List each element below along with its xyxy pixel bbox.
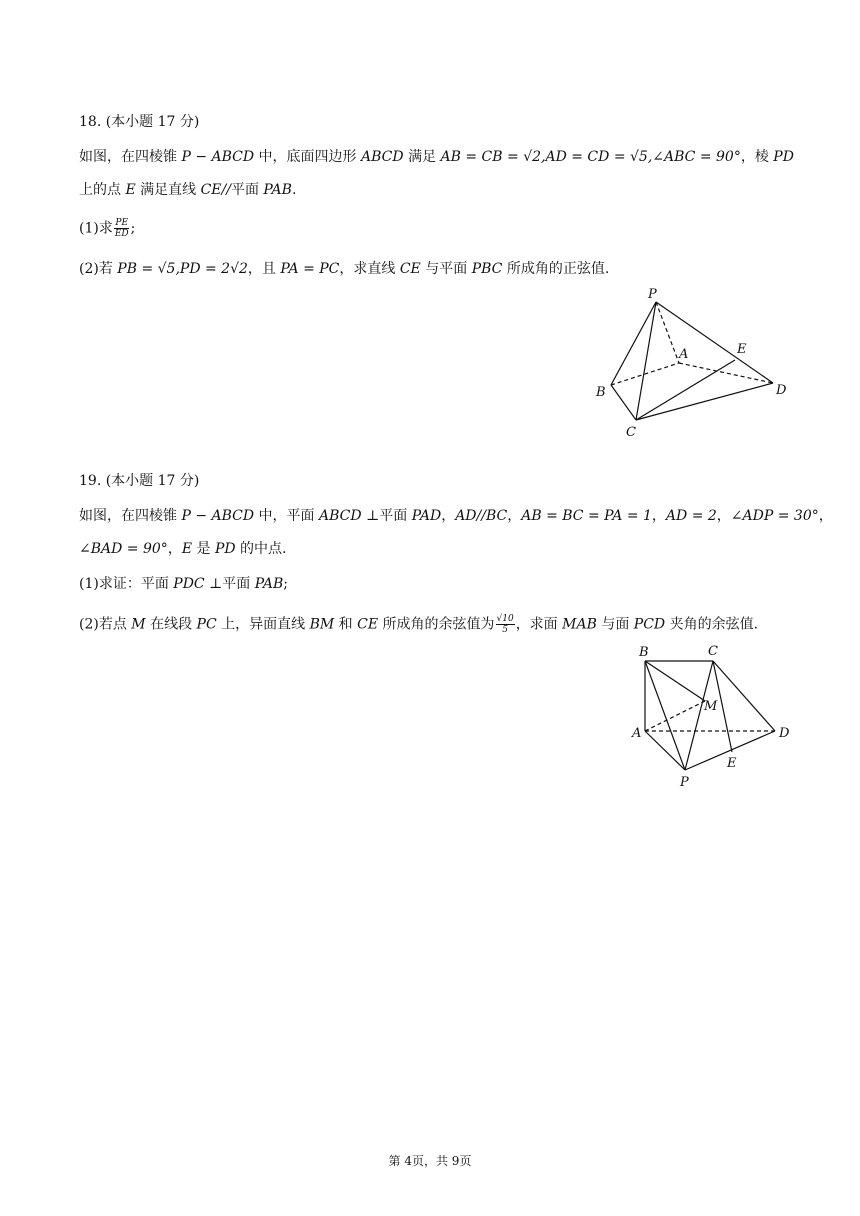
- q18-text: 平面: [230, 182, 264, 198]
- q19-stem-line2: [79, 539, 287, 559]
- q18-math: CE//: [200, 182, 231, 198]
- q18-fraction: [114, 218, 130, 239]
- q18-text: 如图，在四棱锥: [79, 149, 182, 165]
- q18-math: ABCD: [361, 149, 404, 165]
- vertex-label-P: P: [648, 287, 657, 302]
- q19-text: ，: [507, 508, 522, 524]
- q19-text: 夹角的余弦值.: [665, 616, 759, 633]
- q18-text: ，棱: [740, 149, 774, 165]
- q19-math: PCD: [633, 616, 666, 633]
- q19-math: PAB: [254, 576, 284, 592]
- q19-math: ∠BAD = 90°: [79, 541, 168, 557]
- q18-text: ;: [130, 220, 136, 237]
- vertex-label-A: A: [679, 347, 689, 362]
- q18-text: ，且: [247, 261, 281, 277]
- vertex-label-P: P: [680, 775, 689, 790]
- vertex-label-D: D: [779, 726, 790, 741]
- q19-math: PD: [214, 541, 236, 557]
- q19-text: ，: [167, 541, 182, 557]
- q19-text: 中，平面: [254, 508, 320, 524]
- q19-text: ，: [818, 508, 833, 524]
- q19-pyramid-figure: [625, 640, 800, 790]
- q18-math: PB = √5,PD = 2√2: [117, 261, 248, 277]
- q19-text: ⊥平面: [204, 576, 255, 592]
- edge-BC: [611, 385, 636, 420]
- q19-text: (2)若点: [79, 616, 132, 633]
- vertex-label-A: A: [632, 726, 642, 741]
- q18-part2: [79, 259, 609, 279]
- q18-math: CE: [399, 261, 421, 277]
- q19-text: 如图，在四棱锥: [79, 508, 182, 524]
- q19-text: ;: [283, 576, 288, 592]
- q19-math: PAD: [411, 508, 442, 524]
- edge-CD: [636, 383, 773, 420]
- q18-stem-line2: [79, 180, 296, 200]
- edge-AP: [645, 731, 685, 770]
- q19-text: 是: [192, 541, 215, 557]
- q19-math: CE: [357, 616, 379, 633]
- q18-pyramid-figure: [585, 280, 800, 440]
- q19-math: ∠ADP = 30°: [730, 508, 819, 524]
- fraction-denominator: 5: [502, 625, 508, 635]
- q18-math: PAB: [263, 182, 292, 198]
- edge-CP: [685, 661, 713, 770]
- vertex-label-E: E: [727, 756, 737, 771]
- q19-math: P − ABCD: [181, 508, 255, 524]
- fraction-denominator: ED: [114, 229, 129, 239]
- q18-math: PD: [773, 149, 794, 165]
- q19-text: ，: [716, 508, 731, 524]
- q19-text: (1)求证：平面: [79, 576, 174, 592]
- q19-part1: [79, 574, 288, 594]
- q18-math: PA = PC: [280, 261, 340, 277]
- vertex-label-M: M: [704, 699, 718, 714]
- q19-text: ⊥平面: [361, 508, 412, 524]
- q19-text: 上，异面直线: [216, 616, 310, 633]
- fraction-numerator: PE: [115, 218, 129, 228]
- q19-math: AD//BC: [455, 508, 508, 524]
- q18-text: 所成角的正弦值.: [502, 261, 610, 277]
- q19-text: 在线段: [145, 616, 197, 633]
- q19-stem-line1: [79, 506, 833, 526]
- q18-part1: [79, 218, 135, 239]
- q19-math: MAB: [562, 616, 597, 633]
- edge-BP: [645, 661, 685, 770]
- q19-math: BM: [309, 616, 335, 633]
- q19-text: 与面: [596, 616, 634, 633]
- q19-math: E: [181, 541, 193, 557]
- q18-text: 与平面: [420, 261, 472, 277]
- edge-CD: [713, 661, 775, 731]
- q18-text: .: [291, 182, 297, 198]
- q19-text: 的中点.: [235, 541, 287, 557]
- q19-text: 所成角的余弦值为: [378, 616, 495, 633]
- q19-math: PC: [196, 616, 217, 633]
- q19-text: 和: [334, 616, 358, 633]
- segment-BM: [645, 661, 705, 701]
- q18-text: (1)求: [79, 220, 113, 237]
- q18-text: (2)若: [79, 261, 118, 277]
- fraction-numerator: √10: [496, 614, 514, 624]
- vertex-label-C: C: [626, 425, 636, 440]
- q18-math: P − ABCD: [181, 149, 255, 165]
- q18-math: E: [125, 182, 136, 198]
- q18-text: ，求直线: [339, 261, 400, 277]
- q18-math: AB = CB = √2,AD = CD = √5,∠ABC = 90°: [440, 149, 741, 165]
- q19-part2: [79, 614, 758, 635]
- q18-text: 满足直线: [135, 182, 201, 198]
- q18-text: 上的点: [79, 182, 126, 198]
- q19-text: ，: [441, 508, 456, 524]
- q19-math: M: [131, 616, 146, 633]
- vertex-label-C: C: [708, 644, 718, 659]
- vertex-label-E: E: [737, 342, 747, 357]
- q19-math: AD = 2: [665, 508, 717, 524]
- page-footer: 第 4页，共 9页: [388, 1154, 472, 1168]
- q19-heading: 19. (本小题 17 分): [79, 473, 200, 489]
- vertex-label-B: B: [596, 385, 606, 400]
- q19-math: PDC: [173, 576, 205, 592]
- vertex-label-B: B: [639, 645, 649, 660]
- q18-text: 满足: [403, 149, 441, 165]
- q18-math: PBC: [471, 261, 503, 277]
- q18-text: 中，底面四边形: [254, 149, 362, 165]
- q19-math: ABCD: [319, 508, 362, 524]
- q19-text: ，: [651, 508, 666, 524]
- vertex-label-D: D: [776, 383, 787, 398]
- q19-text: ，求面: [515, 616, 563, 633]
- q19-math: AB = BC = PA = 1: [521, 508, 652, 524]
- segment-CE: [636, 360, 735, 420]
- q18-stem-line1: [79, 147, 794, 167]
- edge-PA-hidden: [656, 302, 679, 363]
- q18-heading: 18. (本小题 17 分): [79, 114, 200, 130]
- q19-fraction: [496, 614, 515, 635]
